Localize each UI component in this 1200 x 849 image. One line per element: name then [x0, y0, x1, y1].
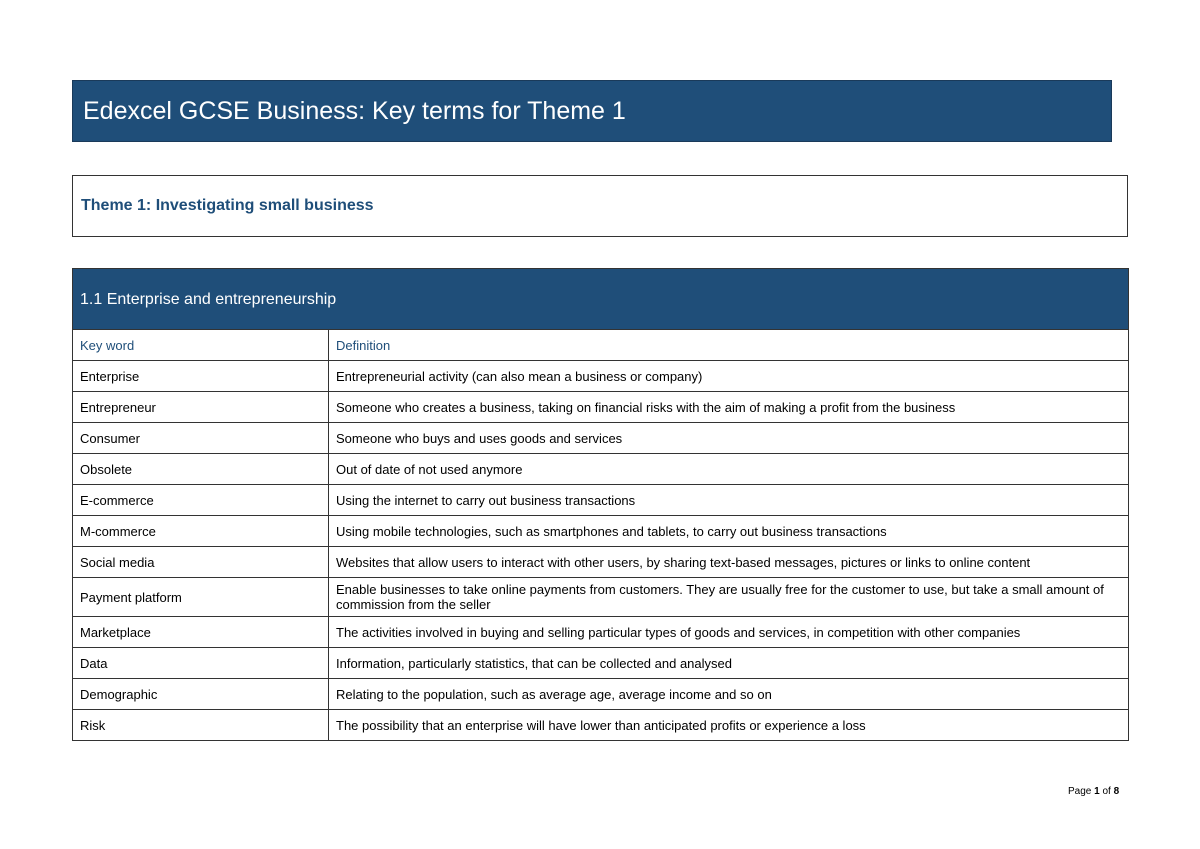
page-current: 1	[1094, 786, 1100, 797]
term-cell: Entrepreneur	[73, 392, 329, 423]
page-number	[1068, 786, 1119, 797]
definition-cell: Out of date of not used anymore	[329, 454, 1129, 485]
table-row	[73, 392, 1129, 423]
term-cell: Data	[73, 648, 329, 679]
page-label: Page	[1068, 786, 1092, 797]
definition-cell: Using the internet to carry out business transactions	[329, 485, 1129, 516]
table-row	[73, 547, 1129, 578]
section-header-row	[73, 269, 1129, 330]
definition-cell: Entrepreneurial activity (can also mean a business or company)	[329, 361, 1129, 392]
table-row	[73, 485, 1129, 516]
term-cell: E-commerce	[73, 485, 329, 516]
definition-cell: Using mobile technologies, such as smartphones and tablets, to carry out business transactions	[329, 516, 1129, 547]
term-cell: Risk	[73, 710, 329, 741]
definition-cell: Someone who creates a business, taking on financial risks with the aim of making a profit from the business	[329, 392, 1129, 423]
term-cell: M-commerce	[73, 516, 329, 547]
table-row	[73, 454, 1129, 485]
theme-heading: Theme 1: Investigating small business	[72, 175, 1128, 237]
table-row	[73, 679, 1129, 710]
table-row	[73, 578, 1129, 617]
term-cell: Marketplace	[73, 617, 329, 648]
definition-cell: The possibility that an enterprise will have lower than anticipated profits or experience a loss	[329, 710, 1129, 741]
column-header-keyword: Key word	[73, 330, 329, 361]
table-row	[73, 516, 1129, 547]
term-cell: Consumer	[73, 423, 329, 454]
term-cell: Social media	[73, 547, 329, 578]
definition-cell: The activities involved in buying and selling particular types of goods and services, in competition with other companies	[329, 617, 1129, 648]
table-row	[73, 617, 1129, 648]
term-cell: Payment platform	[73, 578, 329, 617]
definition-cell: Information, particularly statistics, that can be collected and analysed	[329, 648, 1129, 679]
definition-cell: Enable businesses to take online payments from customers. They are usually free for the customer to use, but take a small amount of commission from the seller	[329, 578, 1129, 617]
section-heading: 1.1 Enterprise and entrepreneurship	[73, 269, 1129, 330]
column-header-row	[73, 330, 1129, 361]
term-cell: Demographic	[73, 679, 329, 710]
key-terms-table	[72, 268, 1129, 741]
table-row	[73, 423, 1129, 454]
term-cell: Obsolete	[73, 454, 329, 485]
definition-cell: Relating to the population, such as average age, average income and so on	[329, 679, 1129, 710]
definition-cell: Someone who buys and uses goods and services	[329, 423, 1129, 454]
document-title: Edexcel GCSE Business: Key terms for Theme 1	[72, 80, 1112, 142]
table-row	[73, 648, 1129, 679]
page-total: 8	[1113, 786, 1120, 797]
term-cell: Enterprise	[73, 361, 329, 392]
table-row	[73, 710, 1129, 741]
table-row	[73, 361, 1129, 392]
page-of: of	[1102, 786, 1111, 797]
column-header-definition: Definition	[329, 330, 1129, 361]
definition-cell: Websites that allow users to interact with other users, by sharing text-based messages, pictures or links to online content	[329, 547, 1129, 578]
